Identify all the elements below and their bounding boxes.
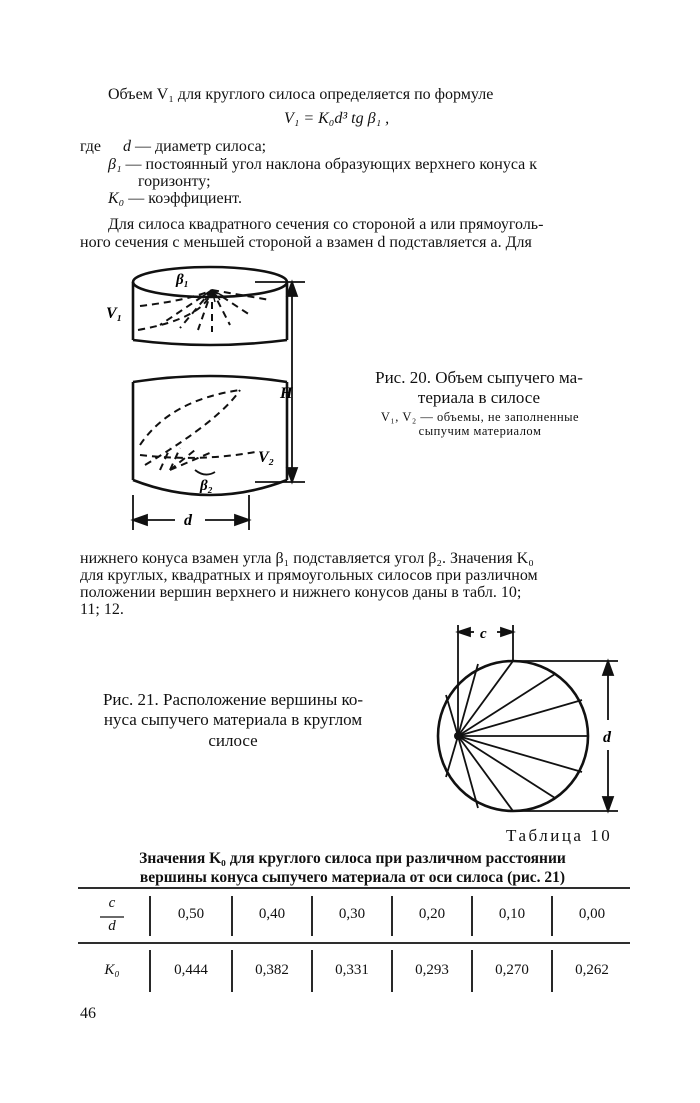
intro-line: Объем V₁ для круглого силоса определяется по формуле bbox=[108, 86, 494, 103]
table-title-line: Значения K₀ для круглого силоса при различном расстоянии bbox=[139, 850, 566, 867]
note-line: V₁, V₂ — объемы, не заполненные bbox=[380, 410, 580, 424]
table-title-line: вершины конуса сыпучего материала от оси силоса (рис. 21) bbox=[139, 868, 566, 886]
k0-cell: 0,444 bbox=[174, 962, 208, 978]
paragraph2-line: 11; 12. bbox=[80, 601, 124, 618]
definition-symbol: K₀ bbox=[108, 190, 125, 207]
label-v1: V₁ bbox=[106, 305, 123, 322]
ratio-cell: 0,00 bbox=[578, 906, 606, 922]
definition-continuation: горизонту; bbox=[138, 173, 211, 190]
label-c: c bbox=[480, 626, 487, 642]
paragraph1-line: ного сечения с меньшей стороной a взамен d подставляется a. Для bbox=[80, 234, 532, 251]
caption-line: силосе bbox=[208, 730, 258, 750]
k0-cell: 0,270 bbox=[495, 962, 529, 978]
paragraph2-line: нижнего конуса взамен угла β₁ подставляется угол β₂. Значения K₀ bbox=[80, 550, 534, 567]
label-v2: V₂ bbox=[258, 449, 275, 466]
label-beta1: β₁ bbox=[176, 272, 189, 288]
paragraph1-line: Для силоса квадратного сечения со стороной a или прямоуголь- bbox=[108, 216, 544, 233]
caption-line: Рис. 20. Объем сыпучего ма- bbox=[375, 368, 583, 387]
header-numerator: c bbox=[108, 895, 116, 911]
paragraph2-line: для круглых, квадратных и прямоугольных силосов при различном bbox=[80, 567, 538, 584]
ratio-cell: 0,40 bbox=[258, 906, 286, 922]
k0-cell: 0,331 bbox=[335, 962, 369, 978]
label-d: d bbox=[184, 512, 192, 529]
definition-symbol: β₁ bbox=[108, 156, 122, 173]
k0-cell: 0,293 bbox=[415, 962, 449, 978]
caption-line: териала в силосе bbox=[417, 388, 541, 408]
ratio-cell: 0,50 bbox=[177, 906, 205, 922]
paragraph2-line: положении вершин верхнего и нижнего конусов даны в табл. 10; bbox=[80, 584, 522, 601]
definition-text: — постоянный угол наклона образующих верхнего конуса к bbox=[121, 156, 538, 173]
ratio-cell: 0,30 bbox=[338, 906, 366, 922]
definition-symbol: d bbox=[123, 138, 132, 155]
definition-text: — диаметр силоса; bbox=[131, 138, 267, 155]
ratio-cell: 0,20 bbox=[418, 906, 446, 922]
caption-line: нуса сыпучего материала в круглом bbox=[103, 710, 363, 730]
label-d: d bbox=[603, 729, 611, 746]
k0-cell: 0,382 bbox=[255, 962, 289, 978]
label-h: H bbox=[280, 385, 293, 402]
header-denominator: d bbox=[108, 918, 116, 934]
label-beta2: β₂ bbox=[200, 478, 213, 494]
page-number: 46 bbox=[80, 1005, 96, 1022]
note-line: сыпучим материалом bbox=[418, 424, 542, 439]
k0-cell: 0,262 bbox=[575, 962, 609, 978]
table-label: Таблица 10 bbox=[506, 826, 613, 845]
caption-line: Рис. 21. Расположение вершины ко- bbox=[102, 690, 364, 709]
definition-text: — коэффициент. bbox=[124, 190, 242, 207]
formula: V₁ = K₀d³ tg β₁ , bbox=[284, 110, 390, 127]
definition-lead: где bbox=[80, 138, 102, 155]
ratio-cell: 0,10 bbox=[498, 906, 526, 922]
row-label-k0: K₀ bbox=[104, 962, 120, 978]
